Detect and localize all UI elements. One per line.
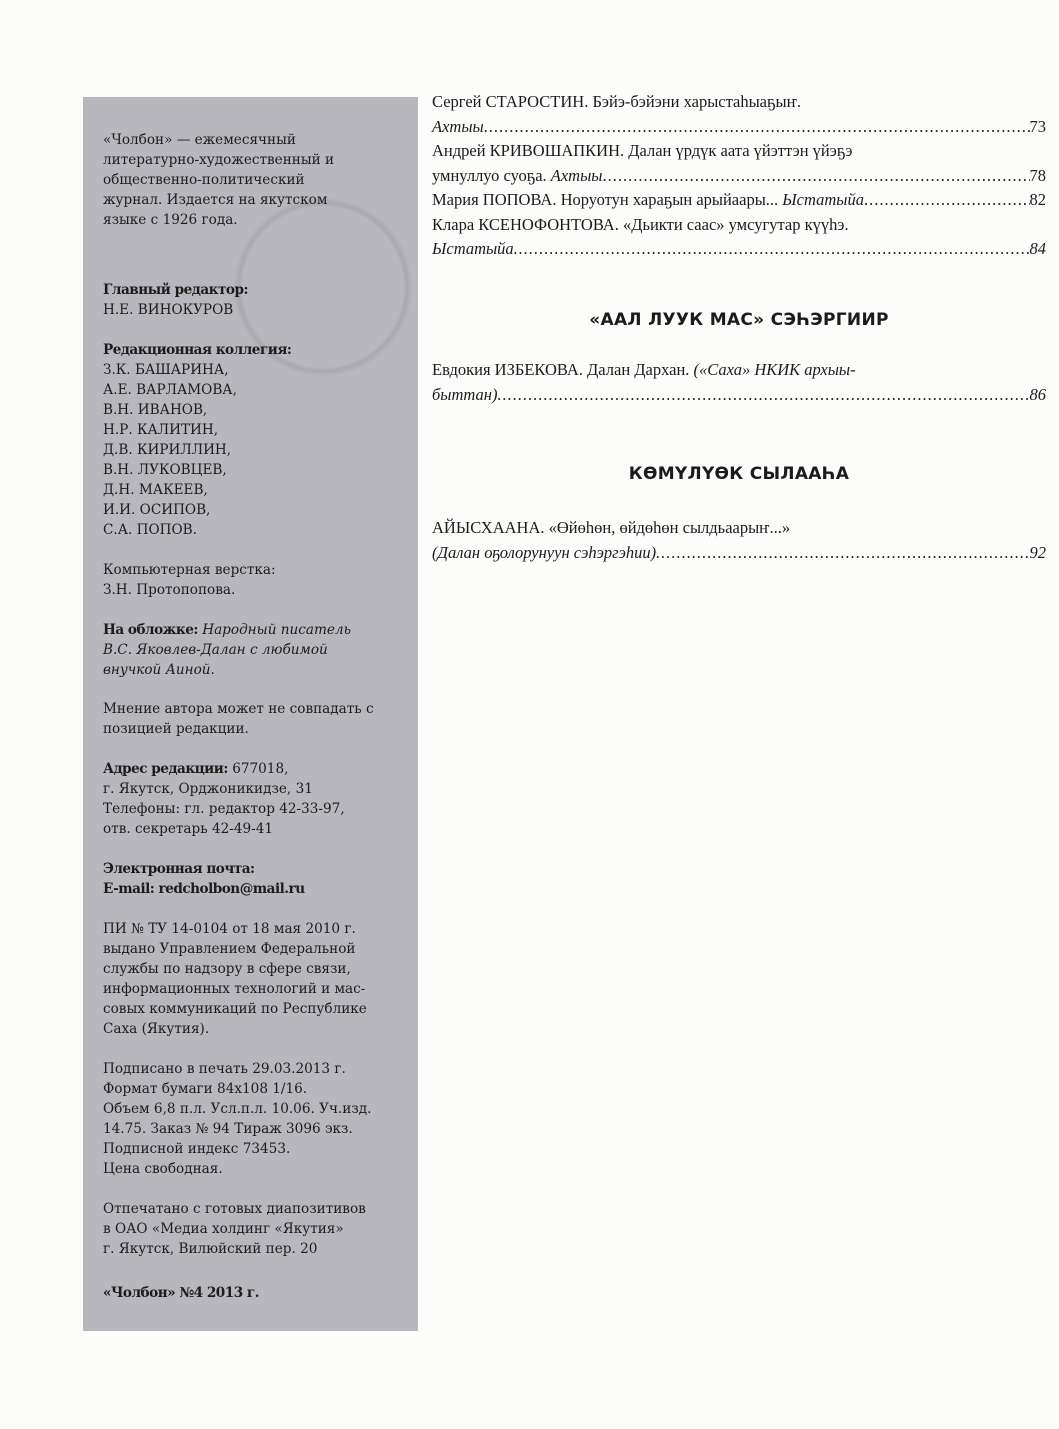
toc-page: 86 bbox=[1029, 384, 1046, 404]
board-member: А.Е. ВАРЛАМОВА, bbox=[103, 382, 237, 398]
board-member: С.А. ПОПОВ. bbox=[103, 522, 197, 538]
text-line: выдано Управлением Федеральной bbox=[103, 941, 356, 957]
board-member: Н.Р. КАЛИТИН, bbox=[103, 422, 219, 438]
text-line: журнал. Издается на якутском bbox=[103, 192, 328, 208]
toc-title: Сергей СТАРОСТИН. Бэйэ-бэйэни харыстаһыаҕыҥ. bbox=[432, 92, 801, 111]
text-line: г. Якутск, Вилюйский пер. 20 bbox=[103, 1241, 318, 1257]
layout-label: Компьютерная верстка: bbox=[103, 562, 276, 578]
toc-title: умнуллуо суоҕа. bbox=[432, 165, 551, 185]
text-line: «Чолбон» — ежемесячный bbox=[103, 132, 296, 148]
cover-text: внучкой Аиной. bbox=[103, 662, 215, 678]
leader-dots bbox=[497, 383, 1029, 408]
text-line: информационных технологий и мас- bbox=[103, 981, 366, 997]
board-member: Д.В. КИРИЛЛИН, bbox=[103, 442, 232, 458]
section-heading: КӨМҮЛҮӨК СЫЛААҺА bbox=[628, 464, 850, 484]
email-label: Электронная почта: bbox=[103, 861, 255, 877]
text-line: Отпечатано с готовых диапозитивов bbox=[103, 1201, 366, 1217]
chief-editor bbox=[103, 280, 248, 320]
board-member: И.И. ОСИПОВ, bbox=[103, 502, 211, 518]
toc-entry bbox=[432, 139, 1046, 188]
cover-label: На обложке: bbox=[103, 622, 198, 638]
leader-dots bbox=[484, 115, 1030, 140]
toc-genre: Ыстатыйа bbox=[432, 239, 514, 258]
editorial-board bbox=[103, 340, 291, 540]
toc-title: Мария ПОПОВА. Норуотун хараҕын арыйаары... bbox=[432, 190, 783, 209]
board-member: В.Н. ИВАНОВ, bbox=[103, 402, 208, 418]
text-line: Подписано в печать 29.03.2013 г. bbox=[103, 1061, 346, 1077]
toc-page: 84 bbox=[1029, 239, 1046, 258]
text-line: Телефоны: гл. редактор 42-33-97, bbox=[103, 801, 345, 817]
toc-genre: Ахтыы bbox=[432, 116, 484, 136]
issue-info bbox=[103, 1283, 259, 1303]
text-line: Подписной индекс 73453. bbox=[103, 1141, 291, 1157]
toc-title: АЙЫСХААНА. «Өйөһөн, өйдөһөн сылдьаарыҥ...» bbox=[432, 518, 791, 537]
chief-editor-label: Главный редактор: bbox=[103, 282, 248, 298]
text-line: в ОАО «Медиа холдинг «Якутия» bbox=[103, 1221, 344, 1237]
toc-genre: Ахтыы bbox=[550, 165, 603, 185]
leader-dots bbox=[864, 188, 1030, 213]
cover-text: В.С. Яковлев-Далан с любимой bbox=[103, 642, 328, 658]
leader-dots bbox=[514, 237, 1030, 262]
toc-genre: Ыстатыйа bbox=[782, 190, 864, 209]
disclaimer bbox=[103, 699, 374, 739]
text-line: Объем 6,8 п.л. Усл.п.л. 10.06. Уч.изд. bbox=[103, 1101, 372, 1117]
text-line: позицией редакции. bbox=[103, 721, 249, 737]
board-member: В.Н. ЛУКОВЦЕВ, bbox=[103, 462, 227, 478]
email-block bbox=[103, 859, 305, 899]
registration bbox=[103, 919, 367, 1039]
layout-credit bbox=[103, 560, 276, 600]
cover-text: Народный писатель bbox=[202, 622, 351, 638]
postal-code: 677018, bbox=[232, 761, 289, 777]
text-line: г. Якутск, Орджоникидзе, 31 bbox=[103, 781, 313, 797]
board-member: З.К. БАШАРИНА, bbox=[103, 362, 229, 378]
toc-subtitle: (Далан оҕолорунуун сэһэргэһии) bbox=[432, 542, 657, 562]
editorial-address bbox=[103, 759, 345, 839]
board-member: Д.Н. МАКЕЕВ, bbox=[103, 482, 208, 498]
text-line: ПИ № ТУ 14-0104 от 18 мая 2010 г. bbox=[103, 921, 356, 937]
text-line: Саха (Якутия). bbox=[103, 1021, 210, 1037]
email-address: E-mail: redcholbon@mail.ru bbox=[103, 881, 305, 897]
section-heading: «ААЛ ЛУУК МАС» СЭҺЭРГИИР bbox=[589, 310, 889, 330]
text-line: Мнение автора может не совпадать с bbox=[103, 701, 374, 717]
issue-number: «Чолбон» №4 2013 г. bbox=[103, 1285, 259, 1301]
leader-dots bbox=[602, 164, 1029, 189]
toc-top bbox=[432, 90, 1046, 262]
toc-source: («Саха» НКИК архыы- bbox=[693, 360, 856, 379]
text-line: 14.75. Заказ № 94 Тираж 3096 экз. bbox=[103, 1121, 353, 1137]
toc-entry bbox=[432, 213, 1046, 262]
text-line: отв. секретарь 42-49-41 bbox=[103, 821, 274, 837]
cover-credit bbox=[103, 620, 351, 680]
toc-entry bbox=[432, 90, 1046, 139]
leader-dots bbox=[656, 541, 1029, 566]
text-line: общественно-политический bbox=[103, 172, 305, 188]
text-line: литературно-художественный и bbox=[103, 152, 335, 168]
text-line: языке с 1926 года. bbox=[103, 212, 238, 228]
board-label: Редакционная коллегия: bbox=[103, 342, 292, 358]
toc-title: Андрей КРИВОШАПКИН. Далан үрдүк аата үйэттэн үйэҕэ bbox=[432, 141, 853, 160]
toc-page: 78 bbox=[1029, 165, 1046, 185]
address-label: Адрес редакции: bbox=[103, 761, 228, 777]
chief-editor-name: Н.Е. ВИНОКУРОВ bbox=[103, 302, 234, 318]
text-line: совых коммуникаций по Республике bbox=[103, 1001, 367, 1017]
layout-name: З.Н. Протопопова. bbox=[103, 582, 236, 598]
toc-title: Клара КСЕНОФОНТОВА. «Дьикти саас» умсугутар күүһэ. bbox=[432, 214, 849, 234]
toc-source: быттан) bbox=[432, 384, 498, 404]
toc-entry bbox=[432, 516, 1046, 565]
toc-title: Евдокия ИЗБЕКОВА. Далан Дархан. bbox=[432, 360, 694, 379]
printer-info bbox=[103, 1199, 366, 1259]
toc-page: 92 bbox=[1029, 542, 1046, 562]
text-line: Цена свободная. bbox=[103, 1161, 223, 1177]
text-line: Формат бумаги 84x108 1/16. bbox=[103, 1081, 308, 1097]
journal-description bbox=[103, 130, 334, 230]
toc-page: 73 bbox=[1029, 116, 1046, 136]
toc-entry bbox=[432, 188, 1046, 213]
text-line: службы по надзору в сфере связи, bbox=[103, 961, 351, 977]
print-info bbox=[103, 1059, 371, 1179]
toc-entry bbox=[432, 358, 1046, 407]
toc-page: 82 bbox=[1029, 190, 1046, 209]
